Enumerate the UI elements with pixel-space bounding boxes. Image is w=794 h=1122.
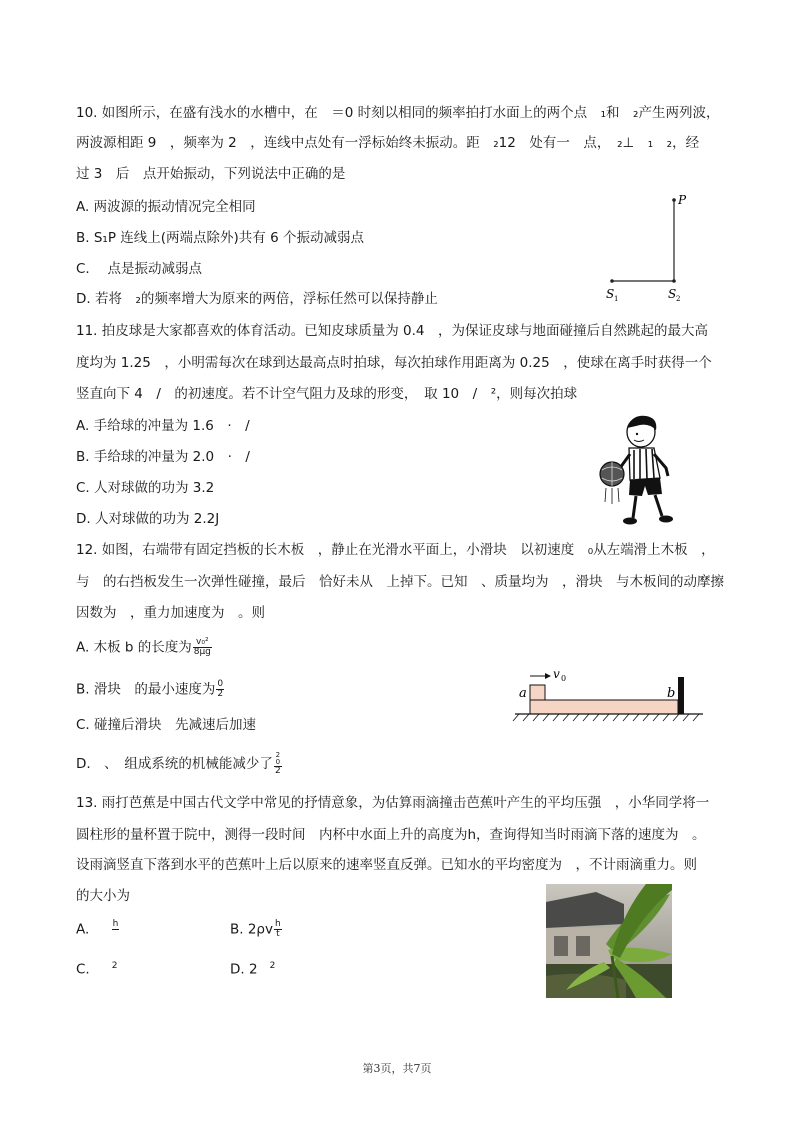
q12-option-c: C. 碰撞后滑块 先减速后加速: [76, 717, 257, 733]
q12-option-b-denominator: 2: [217, 689, 224, 699]
q12-option-a-text: A. 木板 b 的长度为: [76, 639, 192, 656]
q13-option-a-denominator: [112, 930, 120, 939]
q13-option-d-text: D. 2: [230, 961, 258, 978]
q11-option-c: C. 人对球做的功为 3.2: [76, 480, 215, 496]
q12-option-a-denominator: 8μg: [193, 647, 211, 657]
q13-option-b: [230, 920, 282, 939]
banana-leaf-photo: [546, 884, 672, 998]
q12-option-d-fraction: [274, 752, 282, 776]
q13-option-a: [76, 920, 119, 939]
q13-option-c-superscript: 2: [111, 961, 118, 971]
q12-option-b-fraction: [216, 680, 224, 699]
q12-option-d-denominator: 2: [274, 766, 281, 776]
q12-board-block-figure: [507, 668, 707, 724]
q10-option-c: C. 点是振动减弱点: [76, 261, 203, 277]
point-s2-subscript: 2: [676, 295, 681, 303]
boy-bouncing-ball-illustration: [596, 410, 686, 530]
q13-line-4: 的大小为: [76, 888, 130, 904]
q11-line-2: 度均为 1.25 ，小明需每次在球到达最高点时拍球，每次拍球作用距离为 0.25 ，使球在离手时获得一个: [76, 355, 712, 371]
q10-wave-figure: [596, 188, 706, 308]
q11-option-a: A. 手给球的冲量为 1.6 · /: [76, 418, 250, 434]
q12-option-a-fraction: [193, 638, 212, 657]
q11-option-d: D. 人对球做的功为 2.2J: [76, 511, 220, 527]
page-footer: 第3页，共7页: [362, 1062, 432, 1075]
q12-option-b: [76, 680, 224, 699]
q12-option-b-numerator: 0: [217, 679, 224, 689]
q10-line-3: 过 3 后 点开始振动，下列说法中正确的是: [76, 166, 346, 182]
v0-subscript: 0: [561, 674, 567, 683]
q13-line-2: 圆柱形的量杯置于院中，测得一段时间 内杯中水面上升的高度为h，查询得知当时雨滴下落的速度为 。: [76, 827, 706, 843]
q12-option-a: [76, 638, 212, 657]
q13-option-b-numerator: h: [275, 919, 281, 929]
q12-line-3: 因数为 ，重力加速度为 。则: [76, 605, 265, 621]
board-b-label: b: [667, 686, 676, 701]
point-s1-subscript: 1: [614, 295, 619, 303]
q13-line-3: 设雨滴竖直下落到水平的芭蕉叶上后以原来的速率竖直反弹。已知水的平均密度为 ，不计雨滴重力。则: [76, 857, 697, 873]
point-s1-label: S: [606, 287, 615, 301]
q11-line-3: 竖直向下 4 / 的初速度。若不计空气阻力及球的形变， 取 10 / ²，则每次拍球: [76, 386, 578, 402]
q13-option-b-denominator: t: [276, 929, 280, 939]
q13-option-d-superscript: 2: [269, 961, 276, 971]
q13-option-a-text: A.: [76, 921, 90, 938]
v0-label: v: [553, 668, 560, 681]
q13-option-d: [230, 957, 275, 979]
q12-option-a-numerator: v₀²: [193, 638, 212, 648]
q10-line-2: 两波源相距 9 ，频率为 2 ，连线中点处有一浮标始终未振动。距 ₂12 处有一 点， ₂⊥ ₁ ₂，经: [76, 135, 700, 151]
q12-option-b-text: B. 滑块 的最小速度为: [76, 681, 216, 698]
q12-option-d: [76, 752, 282, 776]
q13-option-a-numerator: h: [112, 919, 119, 929]
q13-line-1: 13. 雨打芭蕉是中国古代文学中常见的抒情意象，为估算雨滴撞击芭蕉叶产生的平均压强 ，小华同学将一: [76, 795, 710, 811]
block-a-label: a: [519, 686, 527, 701]
q12-option-d-text: D. 、 组成系统的机械能减少了: [76, 756, 273, 772]
q11-line-1: 11. 拍皮球是大家都喜欢的体育活动。已知皮球质量为 0.4 ，为保证皮球与地面碰撞后自然跳起的最大高: [76, 323, 709, 339]
q13-option-b-text: B. 2ρv: [230, 921, 273, 938]
q12-line-2: 与 的右挡板发生一次弹性碰撞，最后 恰好未从 上掉下。已知 、质量均为 ，滑块 与木板间的动摩擦: [76, 574, 724, 590]
q10-line-1: 10. 如图所示，在盛有浅水的水槽中，在 ＝0 时刻以相同的频率拍打水面上的两个点 ₁和 ₂产生两列波，: [76, 105, 720, 121]
point-s2-label: S: [668, 287, 677, 301]
q11-option-b: B. 手给球的冲量为 2.0 · /: [76, 449, 250, 465]
q12-line-1: 12. 如图，右端带有固定挡板的长木板 ，静止在光滑水平面上，小滑块 以初速度 ₀从左端滑上木板 ，: [76, 542, 715, 558]
q10-option-b: B. S₁P 连线上(两端点除外)共有 6 个振动减弱点: [76, 230, 364, 246]
q10-option-d: D. 若将 ₂的频率增大为原来的两倍，浮标任然可以保持静止: [76, 291, 438, 307]
q13-option-a-fraction: [112, 920, 120, 939]
q13-option-c: [76, 957, 117, 979]
q10-option-a: A. 两波源的振动情况完全相同: [76, 199, 256, 215]
q12-option-d-numerator: 2 0: [275, 751, 281, 766]
q13-option-b-fraction: [274, 920, 282, 939]
point-p-label: P: [678, 193, 687, 207]
q13-option-c-text: C.: [76, 961, 90, 978]
